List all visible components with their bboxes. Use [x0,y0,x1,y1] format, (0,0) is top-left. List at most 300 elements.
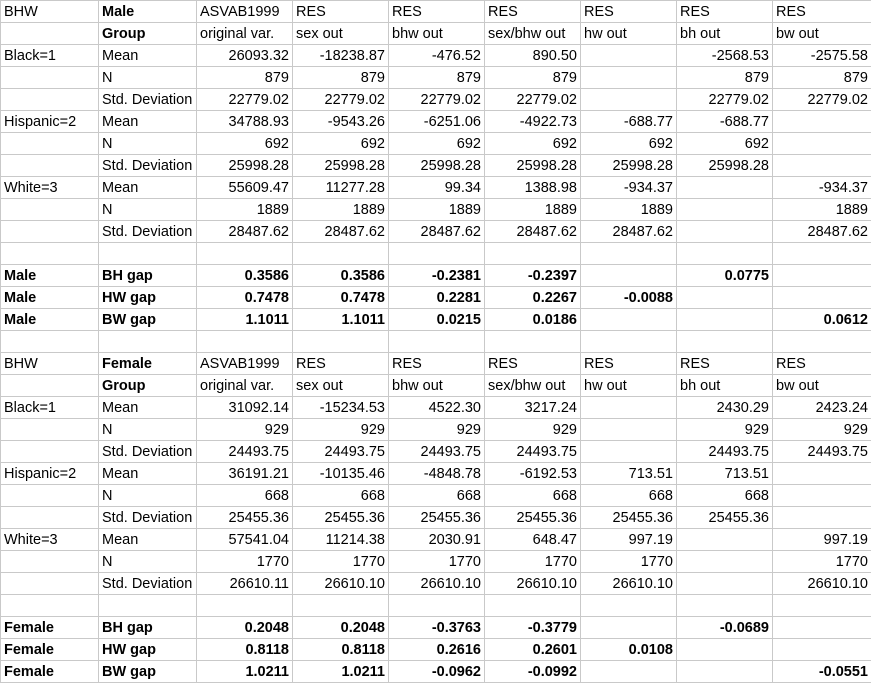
grid-cell[interactable]: bh out [677,375,773,397]
grid-cell[interactable] [1,155,99,177]
grid-cell[interactable] [773,595,871,617]
grid-cell[interactable]: Female [1,661,99,683]
grid-cell[interactable]: BHW [1,1,99,23]
grid-cell[interactable]: Male [1,287,99,309]
grid-cell[interactable]: 25455.36 [389,507,485,529]
grid-cell[interactable]: Std. Deviation [99,155,197,177]
grid-cell[interactable]: 692 [485,133,581,155]
grid-cell[interactable]: 1889 [389,199,485,221]
grid-cell[interactable] [677,199,773,221]
grid-cell[interactable]: Mean [99,397,197,419]
grid-cell[interactable]: 0.0775 [677,265,773,287]
grid-cell[interactable]: RES [773,353,871,375]
grid-cell[interactable]: 22779.02 [293,89,389,111]
grid-cell[interactable]: 24493.75 [389,441,485,463]
sheet-row [1,573,871,595]
grid-cell[interactable]: -0.2381 [389,265,485,287]
grid-cell[interactable] [197,243,293,265]
grid-cell[interactable] [773,155,871,177]
grid-cell[interactable] [677,551,773,573]
grid-cell[interactable]: Mean [99,111,197,133]
sheet-row [1,507,871,529]
grid-cell[interactable]: BHW [1,353,99,375]
grid-cell[interactable]: sex/bhw out [485,23,581,45]
grid-cell[interactable]: Female [1,639,99,661]
sheet-row [1,529,871,551]
grid-cell[interactable] [773,111,871,133]
grid-cell[interactable]: -18238.87 [293,45,389,67]
grid-cell[interactable]: 668 [293,485,389,507]
grid-cell[interactable]: bh out [677,23,773,45]
grid-cell[interactable]: 22779.02 [677,89,773,111]
grid-cell[interactable]: 648.47 [485,529,581,551]
grid-cell[interactable]: RES [581,353,677,375]
grid-cell[interactable]: 1770 [581,551,677,573]
grid-cell[interactable] [1,89,99,111]
grid-cell[interactable] [581,617,677,639]
grid-cell[interactable]: 28487.62 [773,221,871,243]
grid-cell[interactable] [581,45,677,67]
grid-cell[interactable]: 0.2048 [197,617,293,639]
grid-cell[interactable]: 879 [677,67,773,89]
grid-cell[interactable]: BH gap [99,617,197,639]
sheet-row [1,441,871,463]
grid-cell[interactable]: 0.0108 [581,639,677,661]
grid-cell[interactable]: 26610.10 [485,573,581,595]
grid-cell[interactable] [773,265,871,287]
grid-cell[interactable] [773,287,871,309]
grid-cell[interactable]: Mean [99,529,197,551]
grid-cell[interactable]: -0.2397 [485,265,581,287]
grid-cell[interactable]: 879 [773,67,871,89]
grid-cell[interactable]: 0.3586 [293,265,389,287]
grid-cell[interactable]: White=3 [1,529,99,551]
grid-cell[interactable]: 2430.29 [677,397,773,419]
grid-cell[interactable]: RES [677,1,773,23]
grid-cell[interactable]: Female [1,617,99,639]
grid-cell[interactable] [1,23,99,45]
grid-cell[interactable]: 99.34 [389,177,485,199]
grid-cell[interactable]: 668 [677,485,773,507]
grid-cell[interactable]: -934.37 [581,177,677,199]
grid-cell[interactable]: 25998.28 [389,155,485,177]
grid-cell[interactable]: 713.51 [581,463,677,485]
grid-cell[interactable]: 0.0612 [773,309,871,331]
grid-cell[interactable]: N [99,133,197,155]
grid-cell[interactable]: HW gap [99,639,197,661]
grid-cell[interactable] [581,397,677,419]
grid-cell[interactable] [293,243,389,265]
grid-cell[interactable] [773,617,871,639]
grid-cell[interactable] [1,485,99,507]
grid-cell[interactable] [677,177,773,199]
grid-cell[interactable] [1,419,99,441]
grid-cell[interactable]: hw out [581,375,677,397]
grid-cell[interactable]: White=3 [1,177,99,199]
grid-cell[interactable] [677,595,773,617]
grid-cell[interactable]: -688.77 [581,111,677,133]
grid-cell[interactable] [581,309,677,331]
grid-cell[interactable]: Mean [99,45,197,67]
grid-cell[interactable]: Std. Deviation [99,441,197,463]
grid-cell[interactable] [1,199,99,221]
grid-cell[interactable]: 24493.75 [197,441,293,463]
sheet-row [1,485,871,507]
grid-cell[interactable]: -15234.53 [293,397,389,419]
grid-cell[interactable]: 25998.28 [581,155,677,177]
sheet-row [1,397,871,419]
grid-cell[interactable]: Male [1,309,99,331]
grid-cell[interactable]: BH gap [99,265,197,287]
grid-cell[interactable]: Hispanic=2 [1,111,99,133]
grid-cell[interactable] [1,573,99,595]
grid-cell[interactable]: RES [293,353,389,375]
grid-cell[interactable]: BW gap [99,661,197,683]
grid-cell[interactable]: 26610.10 [293,573,389,595]
grid-cell[interactable]: 0.8118 [293,639,389,661]
grid-cell[interactable] [485,331,581,353]
grid-cell[interactable] [773,331,871,353]
grid-cell[interactable] [677,331,773,353]
grid-cell[interactable] [1,133,99,155]
grid-cell[interactable]: 22779.02 [773,89,871,111]
grid-cell[interactable]: 997.19 [773,529,871,551]
grid-cell[interactable]: 26610.10 [389,573,485,595]
grid-cell[interactable]: Black=1 [1,397,99,419]
grid-cell[interactable]: 25455.36 [485,507,581,529]
grid-cell[interactable]: 1388.98 [485,177,581,199]
grid-cell[interactable]: original var. [197,23,293,45]
grid-cell[interactable]: -10135.46 [293,463,389,485]
grid-cell[interactable]: 25998.28 [293,155,389,177]
grid-cell[interactable]: 1889 [485,199,581,221]
grid-cell[interactable]: 0.2048 [293,617,389,639]
grid-cell[interactable]: N [99,67,197,89]
grid-cell[interactable] [389,243,485,265]
grid-cell[interactable] [1,375,99,397]
sheet-row [1,353,871,375]
grid-cell[interactable] [389,331,485,353]
grid-cell[interactable]: Group [99,375,197,397]
grid-cell[interactable]: 24493.75 [677,441,773,463]
grid-cell[interactable]: RES [293,1,389,23]
grid-cell[interactable] [581,331,677,353]
grid-cell[interactable]: -476.52 [389,45,485,67]
grid-cell[interactable]: hw out [581,23,677,45]
grid-cell[interactable]: 28487.62 [485,221,581,243]
sheet-row [1,23,871,45]
sheet-row [1,133,871,155]
grid-cell[interactable]: -0.3779 [485,617,581,639]
sheet-row [1,639,871,661]
grid-cell[interactable]: 0.7478 [197,287,293,309]
grid-cell[interactable]: 1.0211 [197,661,293,683]
grid-cell[interactable] [1,551,99,573]
grid-cell[interactable]: bhw out [389,375,485,397]
grid-cell[interactable]: Std. Deviation [99,507,197,529]
grid-cell[interactable] [773,507,871,529]
grid-cell[interactable]: -2568.53 [677,45,773,67]
grid-cell[interactable]: 25998.28 [485,155,581,177]
grid-cell[interactable]: Std. Deviation [99,89,197,111]
grid-cell[interactable]: 0.8118 [197,639,293,661]
grid-cell[interactable]: 22779.02 [197,89,293,111]
grid-cell[interactable] [581,89,677,111]
grid-cell[interactable]: 36191.21 [197,463,293,485]
grid-cell[interactable]: 1.0211 [293,661,389,683]
grid-cell[interactable] [1,507,99,529]
grid-cell[interactable]: 1889 [581,199,677,221]
grid-cell[interactable]: Black=1 [1,45,99,67]
grid-cell[interactable]: -2575.58 [773,45,871,67]
sheet-row [1,155,871,177]
grid-cell[interactable]: -4848.78 [389,463,485,485]
grid-cell[interactable]: 0.0215 [389,309,485,331]
grid-cell[interactable] [773,485,871,507]
grid-cell[interactable] [677,661,773,683]
grid-cell[interactable]: -0.3763 [389,617,485,639]
grid-cell[interactable]: 668 [485,485,581,507]
grid-cell[interactable]: 879 [485,67,581,89]
grid-cell[interactable] [773,133,871,155]
grid-cell[interactable]: 1.1011 [293,309,389,331]
grid-cell[interactable]: 28487.62 [293,221,389,243]
grid-cell[interactable]: bw out [773,375,871,397]
grid-cell[interactable]: RES [677,353,773,375]
sheet-row [1,199,871,221]
grid-cell[interactable]: 31092.14 [197,397,293,419]
sheet-row [1,221,871,243]
grid-cell[interactable]: 0.2267 [485,287,581,309]
grid-cell[interactable]: 24493.75 [293,441,389,463]
grid-cell[interactable] [677,221,773,243]
grid-cell[interactable]: Female [99,353,197,375]
grid-cell[interactable] [1,243,99,265]
grid-cell[interactable]: 0.2601 [485,639,581,661]
grid-cell[interactable]: 879 [293,67,389,89]
grid-cell[interactable]: 25455.36 [581,507,677,529]
grid-cell[interactable]: 22779.02 [389,89,485,111]
grid-cell[interactable]: -0.0551 [773,661,871,683]
grid-cell[interactable]: 0.2616 [389,639,485,661]
grid-cell[interactable]: 879 [389,67,485,89]
grid-cell[interactable]: 24493.75 [485,441,581,463]
sheet-row [1,419,871,441]
grid-cell[interactable]: 0.2281 [389,287,485,309]
grid-cell[interactable] [581,661,677,683]
grid-cell[interactable]: 890.50 [485,45,581,67]
grid-cell[interactable]: 26610.10 [581,573,677,595]
grid-cell[interactable]: RES [389,1,485,23]
grid-cell[interactable] [677,243,773,265]
grid-cell[interactable]: 1770 [293,551,389,573]
grid-cell[interactable]: RES [389,353,485,375]
sheet-row [1,617,871,639]
grid-cell[interactable] [581,595,677,617]
grid-cell[interactable]: Hispanic=2 [1,463,99,485]
grid-cell[interactable]: 26093.32 [197,45,293,67]
grid-cell[interactable]: 28487.62 [581,221,677,243]
grid-cell[interactable] [581,243,677,265]
grid-cell[interactable]: Std. Deviation [99,573,197,595]
grid-cell[interactable]: sex/bhw out [485,375,581,397]
grid-cell[interactable]: ASVAB1999 [197,1,293,23]
sheet-row [1,331,871,353]
grid-cell[interactable]: -688.77 [677,111,773,133]
grid-cell[interactable]: 929 [197,419,293,441]
grid-cell[interactable]: -4922.73 [485,111,581,133]
grid-cell[interactable]: 25455.36 [677,507,773,529]
grid-cell[interactable]: Male [99,1,197,23]
grid-cell[interactable]: 692 [293,133,389,155]
grid-cell[interactable]: 668 [389,485,485,507]
grid-cell[interactable]: ASVAB1999 [197,353,293,375]
grid-cell[interactable] [1,221,99,243]
grid-cell[interactable]: N [99,199,197,221]
grid-cell[interactable] [581,441,677,463]
grid-cell[interactable] [1,441,99,463]
grid-cell[interactable]: -0.0088 [581,287,677,309]
grid-cell[interactable]: 25455.36 [197,507,293,529]
grid-cell[interactable]: 2423.24 [773,397,871,419]
grid-cell[interactable]: RES [485,1,581,23]
grid-cell[interactable]: original var. [197,375,293,397]
grid-cell[interactable]: N [99,419,197,441]
grid-cell[interactable]: 25998.28 [197,155,293,177]
grid-cell[interactable] [581,67,677,89]
grid-cell[interactable] [99,595,197,617]
grid-cell[interactable]: 4522.30 [389,397,485,419]
grid-cell[interactable] [197,331,293,353]
grid-cell[interactable]: N [99,485,197,507]
grid-cell[interactable]: Group [99,23,197,45]
grid-cell[interactable]: 0.7478 [293,287,389,309]
grid-cell[interactable]: 2030.91 [389,529,485,551]
grid-cell[interactable]: sex out [293,23,389,45]
grid-cell[interactable]: -934.37 [773,177,871,199]
grid-cell[interactable]: 24493.75 [773,441,871,463]
grid-cell[interactable] [293,331,389,353]
grid-cell[interactable]: -6251.06 [389,111,485,133]
grid-cell[interactable]: 713.51 [677,463,773,485]
grid-cell[interactable]: BW gap [99,309,197,331]
grid-cell[interactable] [773,243,871,265]
grid-cell[interactable] [581,265,677,287]
grid-cell[interactable]: 3217.24 [485,397,581,419]
grid-cell[interactable]: 0.0186 [485,309,581,331]
sheet-row [1,111,871,133]
grid-cell[interactable]: -9543.26 [293,111,389,133]
sheet-row [1,89,871,111]
grid-cell[interactable]: HW gap [99,287,197,309]
grid-cell[interactable]: 1770 [485,551,581,573]
grid-cell[interactable]: N [99,551,197,573]
grid-cell[interactable] [581,419,677,441]
grid-cell[interactable]: bw out [773,23,871,45]
grid-cell[interactable]: 929 [293,419,389,441]
grid-cell[interactable] [389,595,485,617]
grid-cell[interactable]: 1889 [293,199,389,221]
grid-cell[interactable]: 34788.93 [197,111,293,133]
grid-cell[interactable]: 692 [197,133,293,155]
grid-cell[interactable]: -0.0689 [677,617,773,639]
grid-cell[interactable]: -6192.53 [485,463,581,485]
grid-cell[interactable]: 1770 [773,551,871,573]
grid-cell[interactable] [677,529,773,551]
grid-cell[interactable]: sex out [293,375,389,397]
grid-cell[interactable]: 26610.11 [197,573,293,595]
grid-cell[interactable]: 1.1011 [197,309,293,331]
grid-cell[interactable]: Mean [99,177,197,199]
grid-cell[interactable]: 28487.62 [197,221,293,243]
grid-cell[interactable]: Std. Deviation [99,221,197,243]
grid-cell[interactable]: 26610.10 [773,573,871,595]
grid-cell[interactable]: 692 [581,133,677,155]
grid-cell[interactable]: bhw out [389,23,485,45]
grid-cell[interactable] [773,639,871,661]
sheet-row [1,177,871,199]
grid-cell[interactable]: 25998.28 [677,155,773,177]
grid-cell[interactable] [1,595,99,617]
grid-cell[interactable]: 929 [485,419,581,441]
grid-cell[interactable]: RES [773,1,871,23]
sheet-row [1,67,871,89]
grid-cell[interactable] [485,243,581,265]
grid-cell[interactable]: 879 [197,67,293,89]
grid-cell[interactable]: RES [485,353,581,375]
sheet-row [1,243,871,265]
grid-cell[interactable] [485,595,581,617]
grid-cell[interactable] [677,309,773,331]
grid-cell[interactable] [99,243,197,265]
grid-cell[interactable] [677,287,773,309]
grid-cell[interactable]: 28487.62 [389,221,485,243]
grid-cell[interactable]: 11277.28 [293,177,389,199]
grid-cell[interactable]: 692 [389,133,485,155]
grid-cell[interactable]: 929 [773,419,871,441]
grid-cell[interactable]: 929 [389,419,485,441]
grid-cell[interactable]: 668 [197,485,293,507]
grid-cell[interactable]: Mean [99,463,197,485]
grid-cell[interactable] [197,595,293,617]
grid-cell[interactable]: 22779.02 [485,89,581,111]
grid-cell[interactable]: 1889 [197,199,293,221]
grid-cell[interactable] [99,331,197,353]
grid-cell[interactable]: 1889 [773,199,871,221]
grid-cell[interactable] [1,67,99,89]
grid-cell[interactable] [1,331,99,353]
grid-cell[interactable]: -0.0962 [389,661,485,683]
grid-cell[interactable]: 1770 [389,551,485,573]
grid-cell[interactable]: 11214.38 [293,529,389,551]
grid-cell[interactable] [677,573,773,595]
grid-cell[interactable]: Male [1,265,99,287]
grid-cell[interactable]: 668 [581,485,677,507]
grid-cell[interactable]: 997.19 [581,529,677,551]
grid-cell[interactable]: 0.3586 [197,265,293,287]
grid-cell[interactable]: 929 [677,419,773,441]
grid-cell[interactable]: 57541.04 [197,529,293,551]
grid-cell[interactable] [773,463,871,485]
grid-cell[interactable]: 55609.47 [197,177,293,199]
grid-cell[interactable] [293,595,389,617]
grid-cell[interactable]: -0.0992 [485,661,581,683]
grid-cell[interactable] [677,639,773,661]
grid-cell[interactable]: RES [581,1,677,23]
grid-cell[interactable]: 1770 [197,551,293,573]
grid-cell[interactable]: 25455.36 [293,507,389,529]
grid-cell[interactable]: 692 [677,133,773,155]
